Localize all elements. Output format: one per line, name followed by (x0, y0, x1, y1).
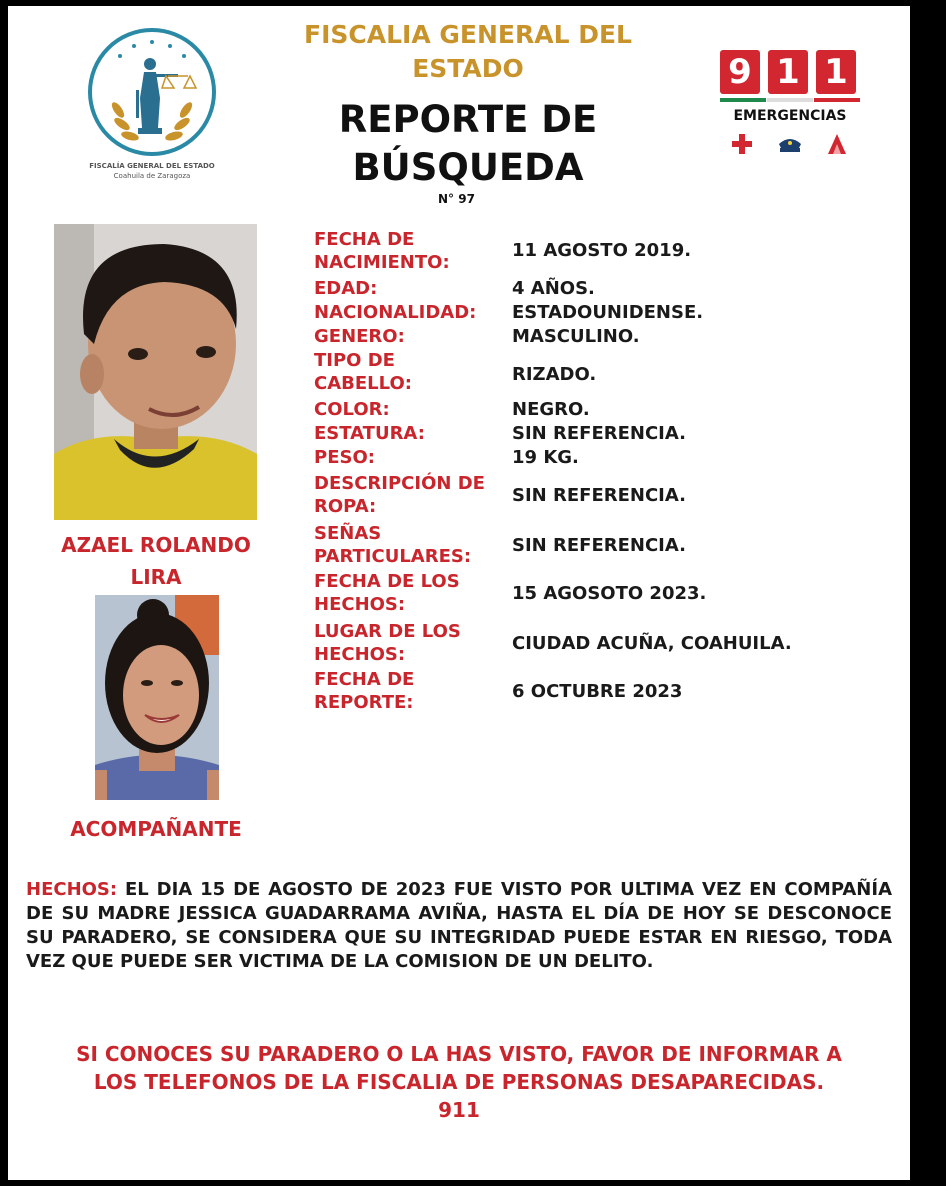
red-cross-icon (730, 132, 754, 156)
field-label-color: COLOR: (314, 399, 390, 420)
field-label-marks: SEÑAS PARTICULARES: (314, 523, 472, 567)
companion-label: ACOMPAÑANTE (70, 817, 242, 841)
field-label-report-date: FECHA DE REPORTE: (314, 669, 415, 713)
field-value-weight: 19 KG. (512, 447, 579, 468)
justice-statue-icon (88, 28, 216, 156)
stripe-green (720, 98, 766, 102)
facts-text: EL DIA 15 DE AGOSTO DE 2023 FUE VISTO POR ULTIMA VEZ EN COMPAÑÍA DE SU MADRE JESSICA GUADARRAMA AVIÑA, HASTA EL DÍA DE HOY SE DESCONOCE SU PARADERO, SE CONSIDERA QUE SU INTEGRIDAD PUEDE ESTAR EN RIESGO, TODA VEZ QUE PUEDE SER VICTIMA DE LA COMISION DE UN DELITO. (26, 879, 892, 972)
contact-notice-line1: SI CONOCES SU PARADERO O LA HAS VISTO, FAVOR DE INFORMAR A (76, 1042, 842, 1066)
field-value-clothing: SIN REFERENCIA. (512, 485, 686, 506)
field-label-nationality: NACIONALIDAD: (314, 302, 477, 323)
digit-1: 1 (768, 50, 808, 94)
field-label-height: ESTATURA: (314, 423, 425, 444)
field-value-event-date: 15 AGOSOTO 2023. (512, 583, 707, 604)
missing-person-poster (8, 6, 910, 1180)
contact-phone-911: 911 (438, 1098, 480, 1122)
report-title-line1: REPORTE DE (338, 98, 598, 141)
companion-portrait-image (95, 595, 219, 800)
emergency-911-logo (720, 50, 860, 170)
contact-notice (26, 1040, 892, 1124)
missing-child-photo (54, 224, 257, 520)
stripe-white (767, 98, 813, 102)
police-cap-icon (777, 134, 803, 154)
field-label-event-place: LUGAR DE LOS HECHOS: (314, 621, 461, 665)
missing-person-name-line1: AZAEL ROLANDO (61, 533, 251, 557)
child-portrait-image (54, 224, 257, 520)
field-label-age: EDAD: (314, 278, 378, 299)
field-value-event-place: CIUDAD ACUÑA, COAHUILA. (512, 633, 792, 654)
logo-text-line1: FISCALÍA GENERAL DEL ESTADO (89, 162, 215, 170)
facts-label: HECHOS: (26, 879, 118, 900)
digit-1-second: 1 (816, 50, 856, 94)
digit-9: 9 (720, 50, 760, 94)
field-value-birthdate: 11 AGOSTO 2019. (512, 240, 692, 261)
fire-icon (826, 132, 848, 156)
report-title-line2: BÚSQUEDA (352, 146, 584, 189)
field-label-birthdate: FECHA DE NACIMIENTO: (314, 229, 450, 273)
field-value-nationality: ESTADOUNIDENSE. (512, 302, 704, 323)
agency-name-line2: ESTADO (412, 54, 524, 83)
field-value-hair-type: RIZADO. (512, 364, 597, 385)
field-label-weight: PESO: (314, 447, 375, 468)
facts-paragraph (26, 878, 892, 974)
stripe-red (814, 98, 860, 102)
report-number: N° 97 (438, 192, 475, 206)
field-value-age: 4 AÑOS. (512, 278, 595, 299)
field-label-clothing: DESCRIPCIÓN DE ROPA: (314, 473, 485, 517)
missing-person-name-line2: LIRA (130, 565, 182, 589)
field-value-height: SIN REFERENCIA. (512, 423, 686, 444)
field-value-gender: MASCULINO. (512, 326, 640, 347)
field-label-hair-type: TIPO DE CABELLO: (314, 350, 412, 394)
field-value-report-date: 6 OCTUBRE 2023 (512, 681, 683, 702)
field-value-marks: SIN REFERENCIA. (512, 535, 686, 556)
contact-notice-line2: LOS TELEFONOS DE LA FISCALIA DE PERSONAS DESAPARECIDAS. (93, 1070, 825, 1094)
field-label-event-date: FECHA DE LOS HECHOS: (314, 571, 460, 615)
field-value-color: NEGRO. (512, 399, 590, 420)
companion-photo (95, 595, 219, 800)
fiscalia-logo (78, 28, 226, 188)
emergency-label: EMERGENCIAS (733, 108, 847, 124)
field-label-gender: GENERO: (314, 326, 405, 347)
agency-name-line1: FISCALIA GENERAL DEL (304, 20, 632, 49)
logo-text-line2: Coahuila de Zaragoza (113, 172, 191, 180)
